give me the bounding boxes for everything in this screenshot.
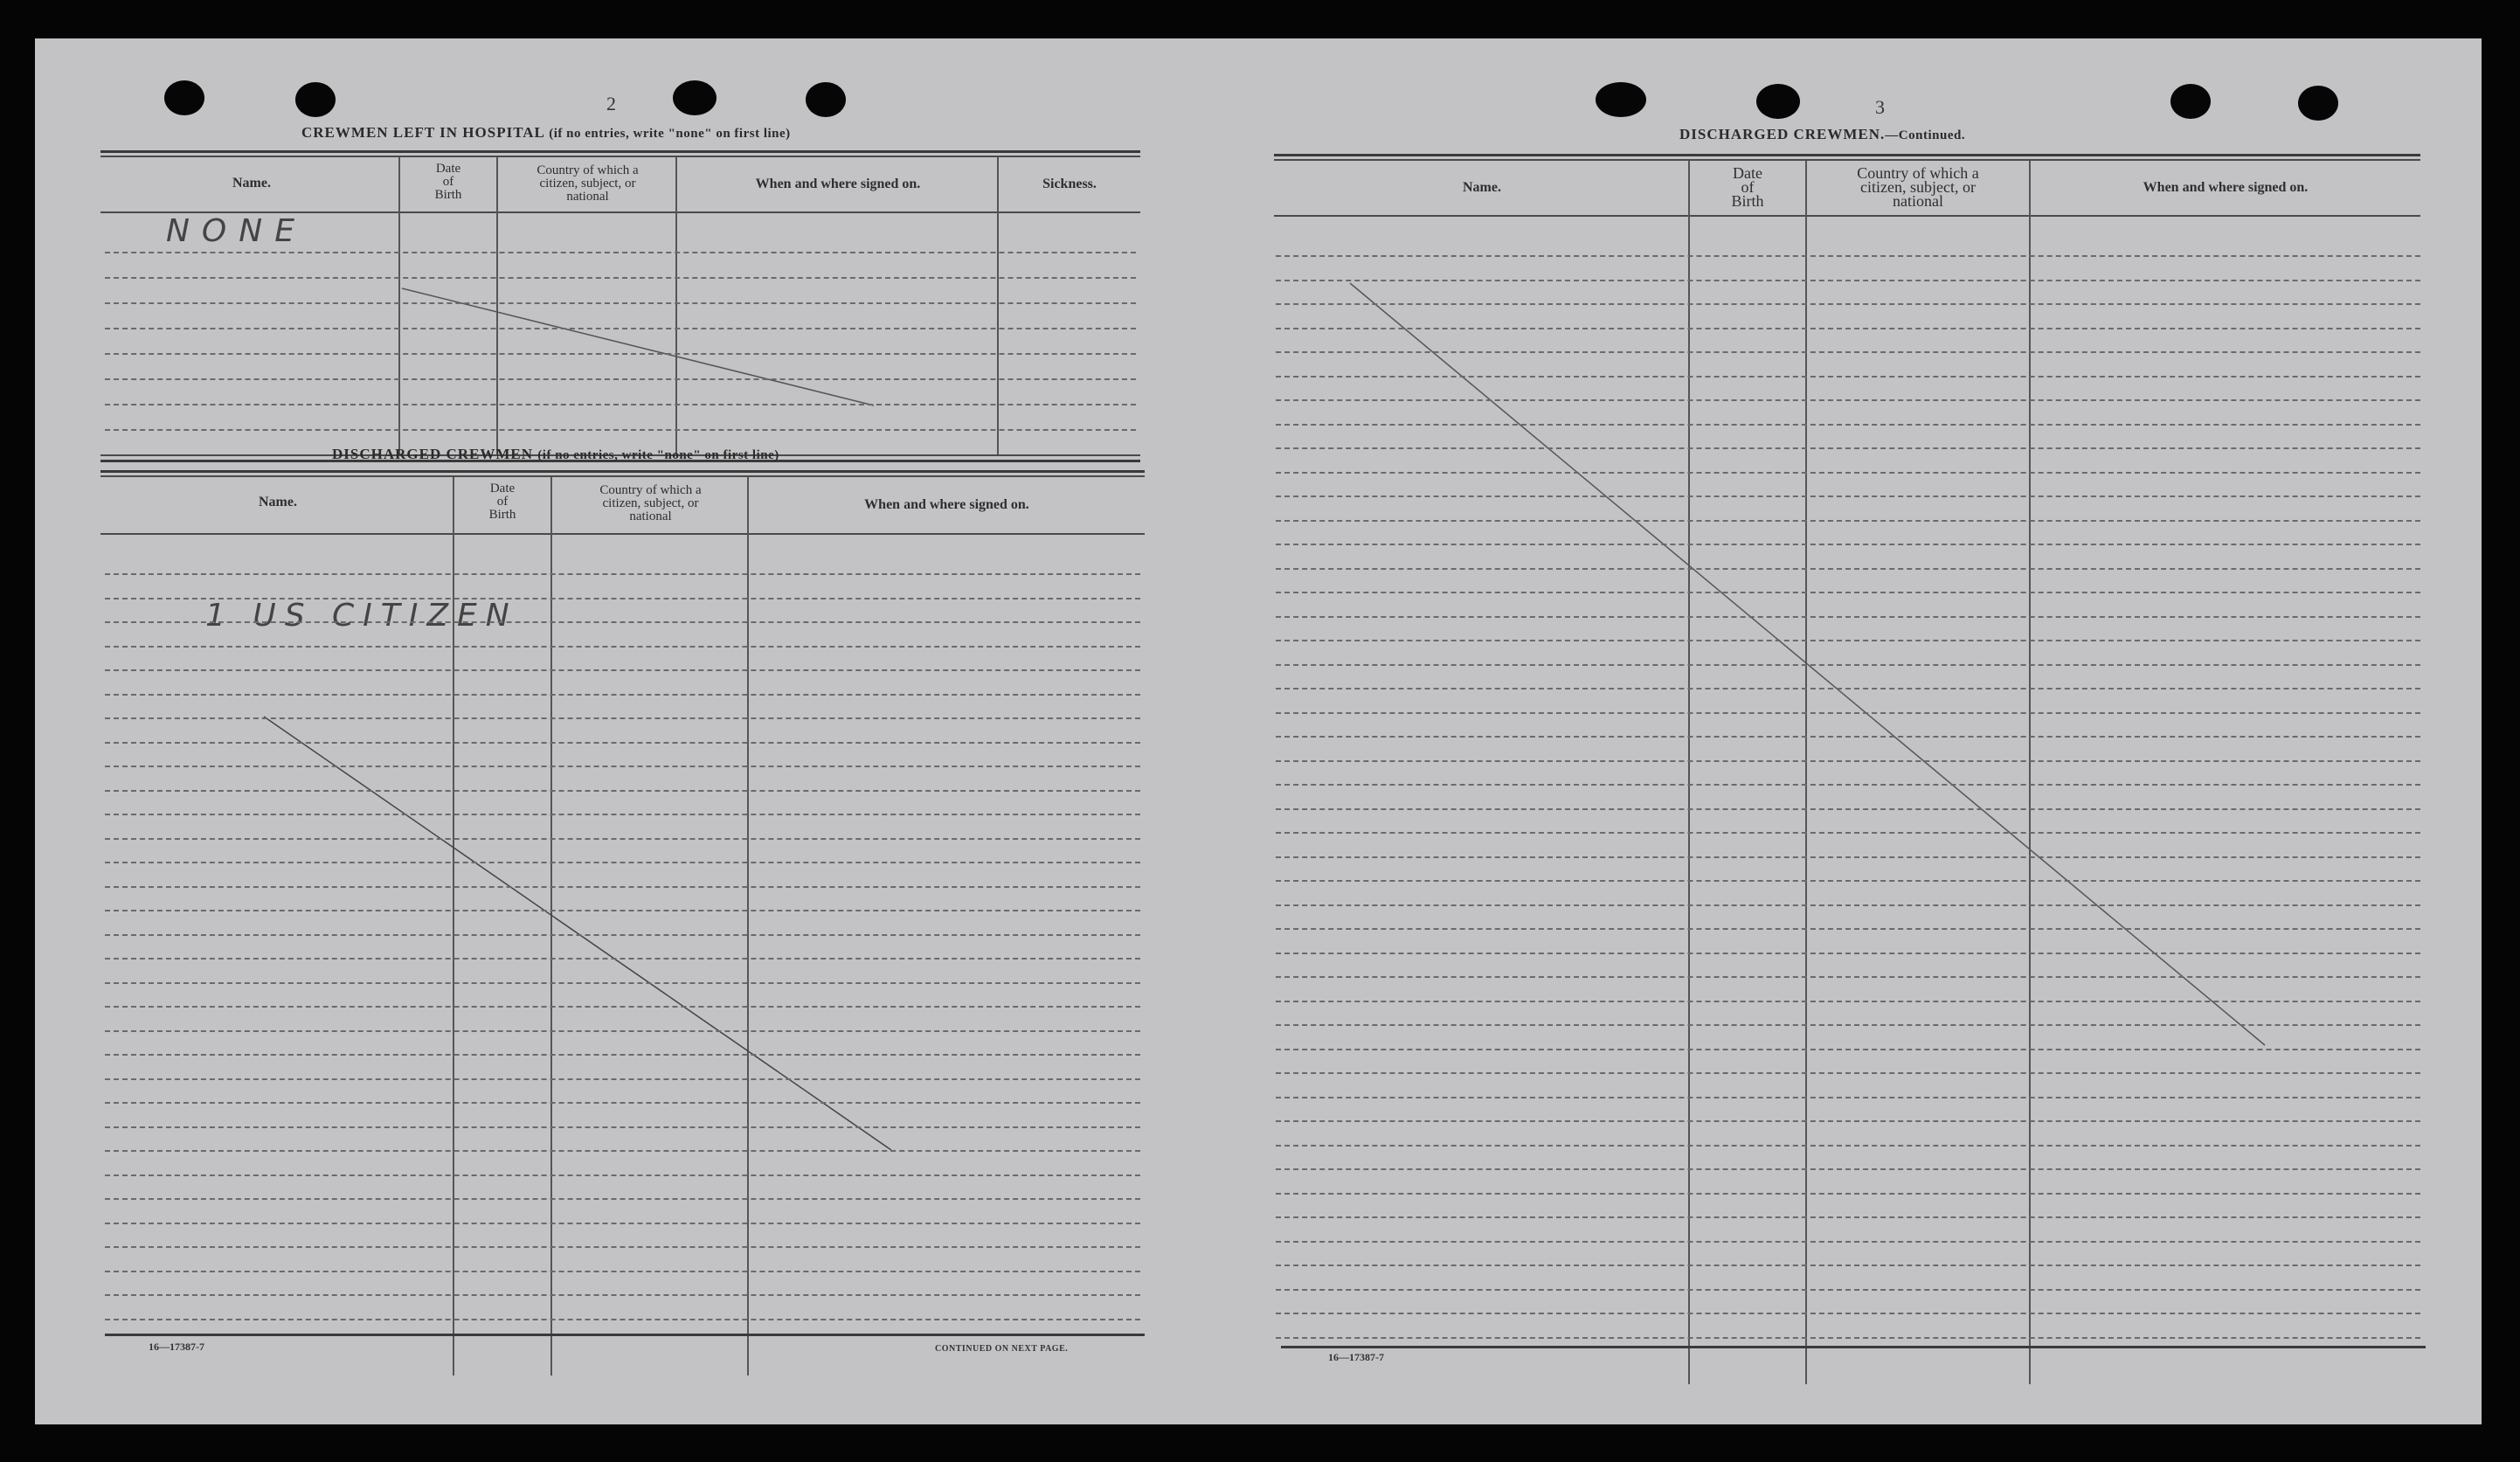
ruled-row-line [1276,544,2420,545]
ruled-row-line [105,429,1136,431]
country-line: citizen, subject, or [539,177,636,191]
discharged-col-name: Name. [259,495,297,509]
ruled-row-line [105,1006,1140,1008]
ruled-row-line [105,646,1140,648]
ruled-row-line [1276,399,2420,401]
ruled-row-line [1276,1072,2420,1074]
ruled-row-line [105,766,1140,767]
ruled-row-line [1276,376,2420,378]
ruled-row-line [105,1246,1140,1248]
ruled-row-line [1276,1313,2420,1314]
country-line: Country of which a [537,163,639,177]
ruled-row-line [105,404,1136,405]
ruled-row-line [1276,1024,2420,1026]
ruled-row-line [1276,904,2420,906]
continued-title-text: DISCHARGED CREWMEN. [1679,126,1886,142]
ruled-row-line [1276,640,2420,641]
ruled-row-line [105,934,1140,936]
country-line: national [1893,192,1943,210]
hospital-col-name: Name. [232,176,271,191]
ruled-row-line [105,252,1136,253]
ruled-row-line [105,910,1140,911]
ruled-row-line [105,1223,1140,1224]
ruled-row-line [105,1126,1140,1128]
ruled-row-line [1276,880,2420,882]
ruled-row-line [1276,1265,2420,1266]
ruled-row-line [1276,1120,2420,1122]
form-number-left: 16—17387-7 [149,1341,204,1353]
hospital-col-signed-on: When and where signed on. [755,177,921,191]
hospital-title-note: (if no entries, write "none" on first line) [549,127,791,141]
ruled-row-line [1276,280,2420,281]
country-line: national [629,509,672,523]
ruled-row-line [105,353,1136,355]
ruled-row-line [105,1294,1140,1296]
ruled-row-line [1276,616,2420,618]
ruled-row-line [1276,592,2420,593]
ruled-row-line [1276,688,2420,689]
dob-line: of [496,495,509,509]
ruled-row-line [1276,447,2420,449]
ruled-row-line [1276,1168,2420,1170]
ruled-row-line [105,573,1140,575]
ruled-row-line [1276,1097,2420,1098]
cancel-line-hospital [402,288,874,405]
discharged-title-note: (if no entries, write "none" on first line) [537,448,779,462]
country-line: Country of which a [599,483,702,497]
ruled-row-line [1276,808,2420,810]
dob-line: Birth [434,188,462,202]
dob-line: Birth [488,508,516,522]
continued-title-suffix: —Continued. [1885,128,1966,142]
ruled-row-line [105,669,1140,671]
ruled-row-line [1276,351,2420,353]
ruled-row-line [105,958,1140,960]
ruled-row-line [1276,1337,2420,1339]
country-line: citizen, subject, or [1860,178,1976,196]
ruled-row-line [105,1030,1140,1032]
ruled-row-line [1276,856,2420,858]
page-number-right: 3 [1875,96,1885,118]
page-number-left: 2 [606,93,616,114]
form-number-right: 16—17387-7 [1328,1351,1384,1363]
ruled-row-line [1276,328,2420,329]
ruled-row-line [1276,976,2420,978]
continued-note: CONTINUED ON NEXT PAGE. [935,1344,1069,1354]
ruled-row-line [105,1198,1140,1200]
handwritten-us-citizen: 1 US CITIZEN [205,598,518,634]
ruled-row-line [105,277,1136,279]
crew-list-form-sheet [35,38,2482,1424]
ruled-row-line [1276,736,2420,738]
ruled-row-line [1276,1049,2420,1050]
ruled-row-line [1276,424,2420,426]
ruled-row-line [1276,1193,2420,1195]
ruled-row-line [1276,255,2420,257]
ruled-row-line [105,742,1140,744]
ruled-row-line [105,814,1140,815]
ruled-row-line [1276,832,2420,834]
right-col-name: Name. [1463,180,1501,195]
ruled-row-line [1276,1001,2420,1002]
ruled-row-line [1276,472,2420,474]
handwritten-none: NONE [166,213,307,249]
discharged-title-text: DISCHARGED CREWMEN [332,446,534,462]
dob-line: Date [435,162,461,176]
ruled-row-line [105,598,1140,599]
country-line: Country of which a [1857,164,1979,182]
ruled-row-line [105,694,1140,696]
dob-line: of [1741,178,1755,196]
ruled-row-line [1276,953,2420,954]
ruled-row-line [1276,303,2420,305]
ruled-row-line [1276,1241,2420,1243]
ruled-row-line [1276,568,2420,570]
ruled-row-line [1276,664,2420,666]
ruled-row-line [105,1174,1140,1176]
ruled-row-line [105,790,1140,792]
ruled-row-line [105,1319,1140,1320]
ruled-row-line [105,378,1136,380]
ruled-row-line [105,886,1140,888]
ruled-row-line [105,302,1136,304]
ruled-row-line [1276,1289,2420,1291]
discharged-col-signed-on: When and where signed on. [864,497,1029,512]
ruled-row-line [105,621,1140,623]
ruled-row-line [1276,1216,2420,1218]
ruled-row-line [1276,760,2420,762]
ruled-row-line [105,982,1140,984]
dob-line: Date [1733,164,1762,182]
ruled-row-line [105,862,1140,863]
ruled-row-line [105,328,1136,329]
ruled-row-line [105,717,1140,719]
ruled-row-line [105,1078,1140,1080]
hospital-col-sickness: Sickness. [1042,177,1097,191]
country-line: national [566,190,609,204]
ruled-row-line [1276,1145,2420,1147]
ruled-row-line [105,1054,1140,1056]
right-col-signed-on: When and where signed on. [2143,180,2309,195]
ruled-row-line [1276,520,2420,522]
ruled-row-line [1276,784,2420,786]
country-line: citizen, subject, or [602,496,699,510]
ruled-row-line [1276,495,2420,497]
ruled-row-line [105,1102,1140,1104]
hospital-title-text: CREWMEN LEFT IN HOSPITAL [301,124,544,141]
ruled-row-line [105,838,1140,840]
dob-line: Date [489,482,516,495]
ruled-row-line [1276,928,2420,930]
ruled-row-line [105,1271,1140,1272]
dob-line: of [442,175,454,189]
ruled-row-line [1276,712,2420,714]
ruled-row-line [105,1150,1140,1152]
dob-line: Birth [1731,192,1764,210]
